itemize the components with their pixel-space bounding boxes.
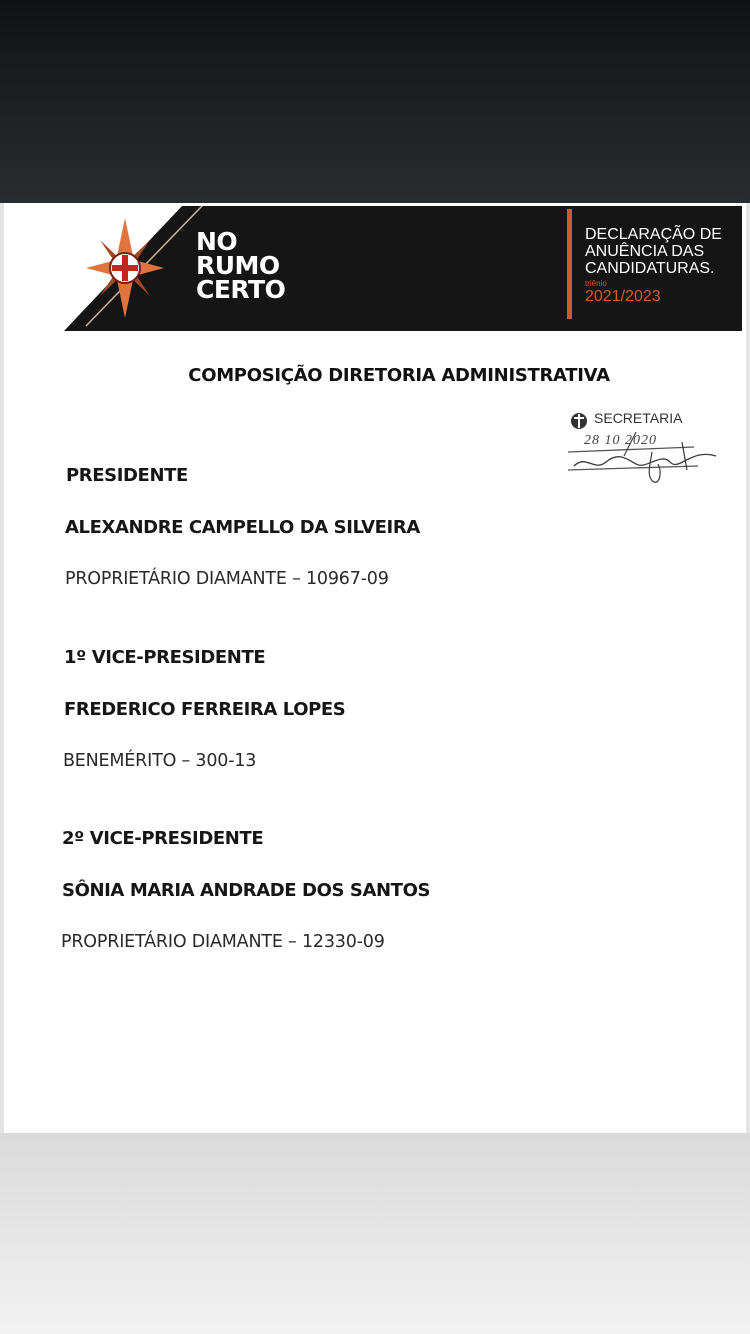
- stamp-date: 28 10 2020: [584, 433, 657, 448]
- role-label: 1º VICE-PRESIDENTE: [64, 647, 266, 668]
- member-category: PROPRIETÁRIO DIAMANTE – 10967-09: [65, 569, 389, 589]
- logo-line: CERTO: [196, 275, 286, 304]
- declaration-line: DECLARAÇÃO DE: [585, 226, 722, 243]
- secretaria-stamp: [566, 408, 726, 488]
- bottom-overlay: [0, 1133, 750, 1334]
- logo-wordmark: [196, 227, 286, 304]
- document-page: [4, 203, 746, 1133]
- declaration-line: ANUÊNCIA DAS: [585, 243, 705, 260]
- member-category: BENEMÉRITO – 300-13: [63, 751, 257, 771]
- compass-star-icon: [86, 218, 164, 318]
- page-title: COMPOSIÇÃO DIRETORIA ADMINISTRATIVA: [188, 365, 610, 386]
- declaration-block: [585, 226, 722, 305]
- top-overlay: [0, 0, 750, 203]
- declaration-line: CANDIDATURAS.: [585, 260, 715, 277]
- member-category: PROPRIETÁRIO DIAMANTE – 12330-09: [61, 932, 385, 952]
- logo-line: RUMO: [196, 251, 280, 280]
- years-label: 2021/2023: [585, 288, 661, 305]
- role-label: PRESIDENTE: [66, 465, 188, 486]
- member-name: FREDERICO FERREIRA LOPES: [64, 699, 346, 720]
- stamp-label: SECRETARIA: [594, 410, 683, 426]
- logo-line: NO: [196, 227, 238, 256]
- member-name: SÔNIA MARIA ANDRADE DOS SANTOS: [62, 880, 431, 901]
- accent-divider: [567, 209, 572, 319]
- header-banner: [64, 206, 742, 331]
- trienio-label: triênio: [585, 279, 607, 288]
- role-label: 2º VICE-PRESIDENTE: [62, 828, 264, 849]
- member-name: ALEXANDRE CAMPELLO DA SILVEIRA: [65, 517, 420, 538]
